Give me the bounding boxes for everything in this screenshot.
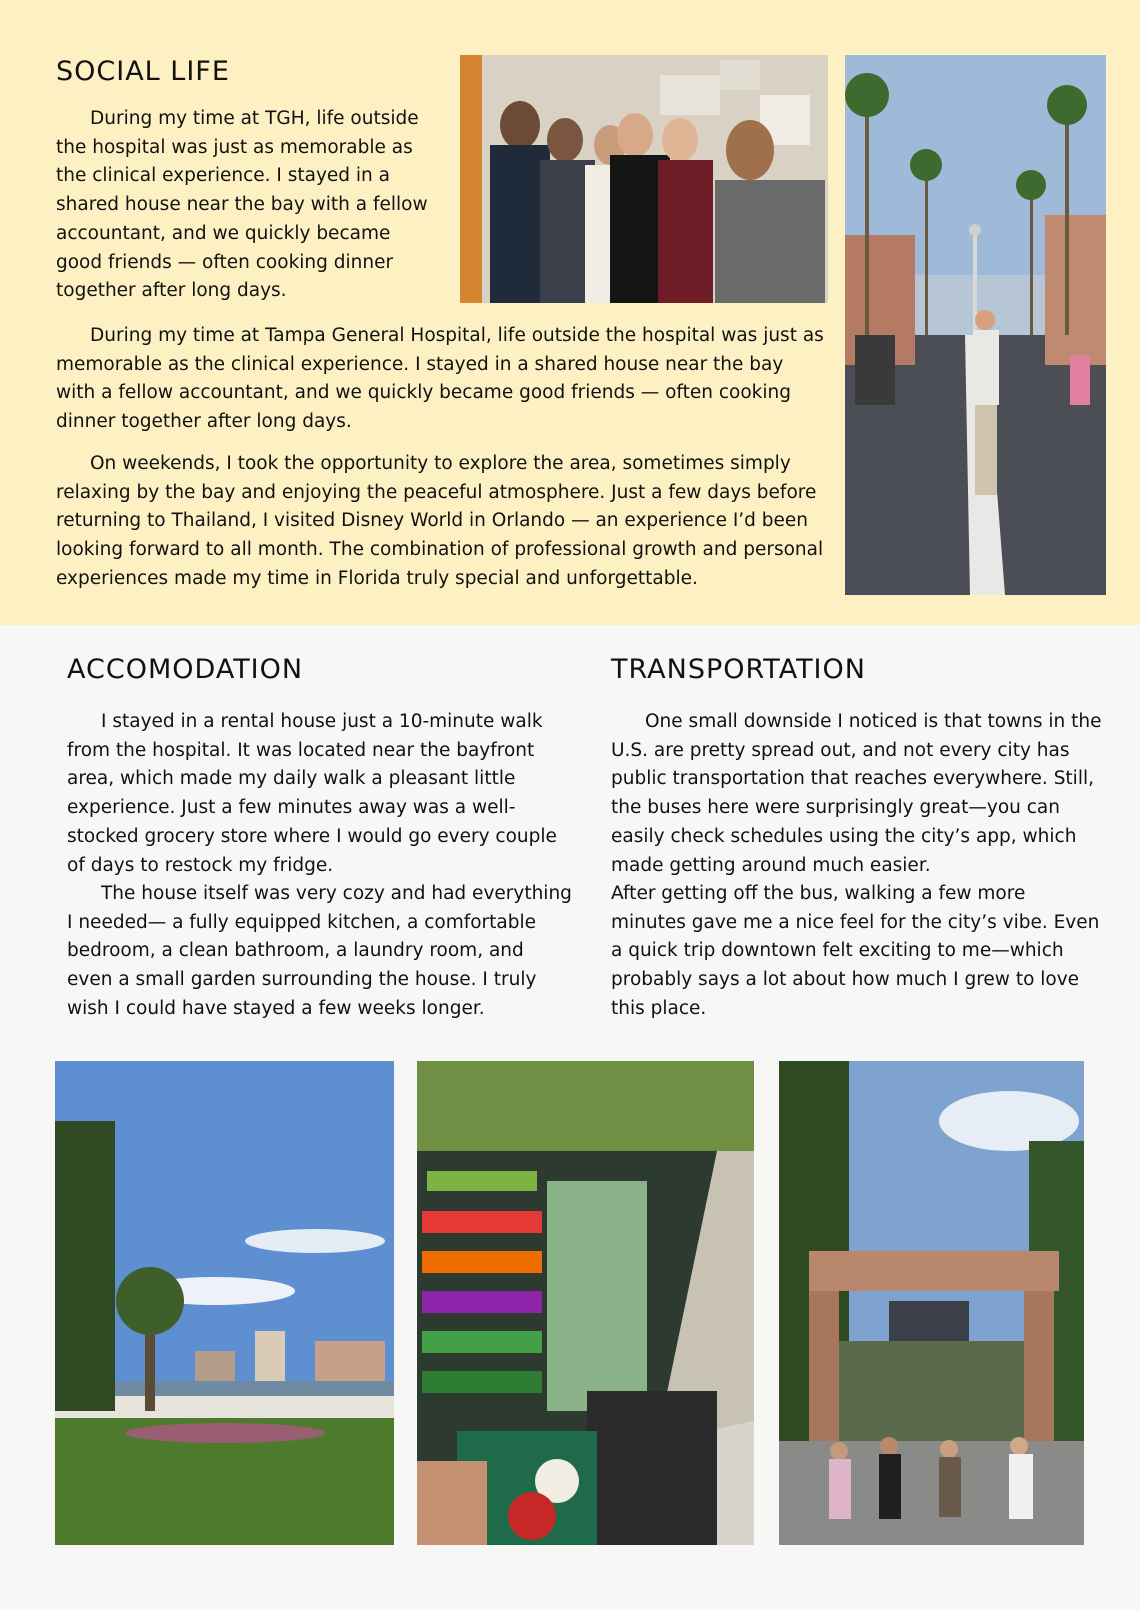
social-life-paragraph-3: On weekends, I took the opportunity to explore the area, sometimes simply relaxing by the bay and enjoying the peaceful atmosphere. Just a few days before returning to Thailand, I visited Disney World in Orlando — an experience I’d been looking forward to all month. The combination of professional growth and personal experiences made my time in Florida truly special and unforgettable. [56,453,824,589]
hospital-group-photo [460,55,828,303]
transportation-title: TRANSPORTATION [611,654,866,685]
transportation-paragraph-1: One small downside I noticed is that towns in the U.S. are pretty spread out, and not every city has public transportation that reaches everywhere. Still, the buses here were surprisingly great—you can easily check schedules using the city’s app, which made getting around much easier. [611,711,1102,876]
accommodation-paragraph-1: I stayed in a rental house just a 10-minute walk from the hospital. It was located near the bayfront area, which made my daily walk a pleasant little experience. Just a few minutes away was a well-stocked grocery store where I would go every couple of days to restock my fridge. [67,711,557,876]
grocery-store-photo [417,1061,754,1545]
social-life-paragraph-2: During my time at Tampa General Hospital, life outside the hospital was just as memorable as the clinical experience. I stayed in a shared house near the bay with a fellow accountant, and we quickly became good friends — often cooking dinner together after long days. [56,325,824,433]
accommodation-paragraph-2: The house itself was very cozy and had everything I needed— a fully equipped kitchen, a comfortable bedroom, a clean bathroom, a laundry room, and even a small garden surrounding the house. I truly wish I could have stayed a few weeks longer. [67,883,572,1019]
bayfront-photo [55,1061,394,1545]
transportation-paragraph-2: After getting off the bus, walking a few more minutes gave me a nice feel for the city’s vibe. Even a quick trip downtown felt exciting to me—which probably says a lot about how much I grew to love this place. [611,883,1100,1019]
accommodation-title: ACCOMODATION [67,654,304,685]
social-life-paragraph-1: During my time at TGH, life outside the hospital was just as memorable as the clinical experience. I stayed in a shared house near the bay with a fellow accountant, and we quickly became good friends — often cooking dinner together after long days. [56,108,428,302]
social-life-title: SOCIAL LIFE [56,56,230,87]
theme-park-entrance-photo [779,1061,1084,1545]
disney-street-photo [845,55,1106,595]
